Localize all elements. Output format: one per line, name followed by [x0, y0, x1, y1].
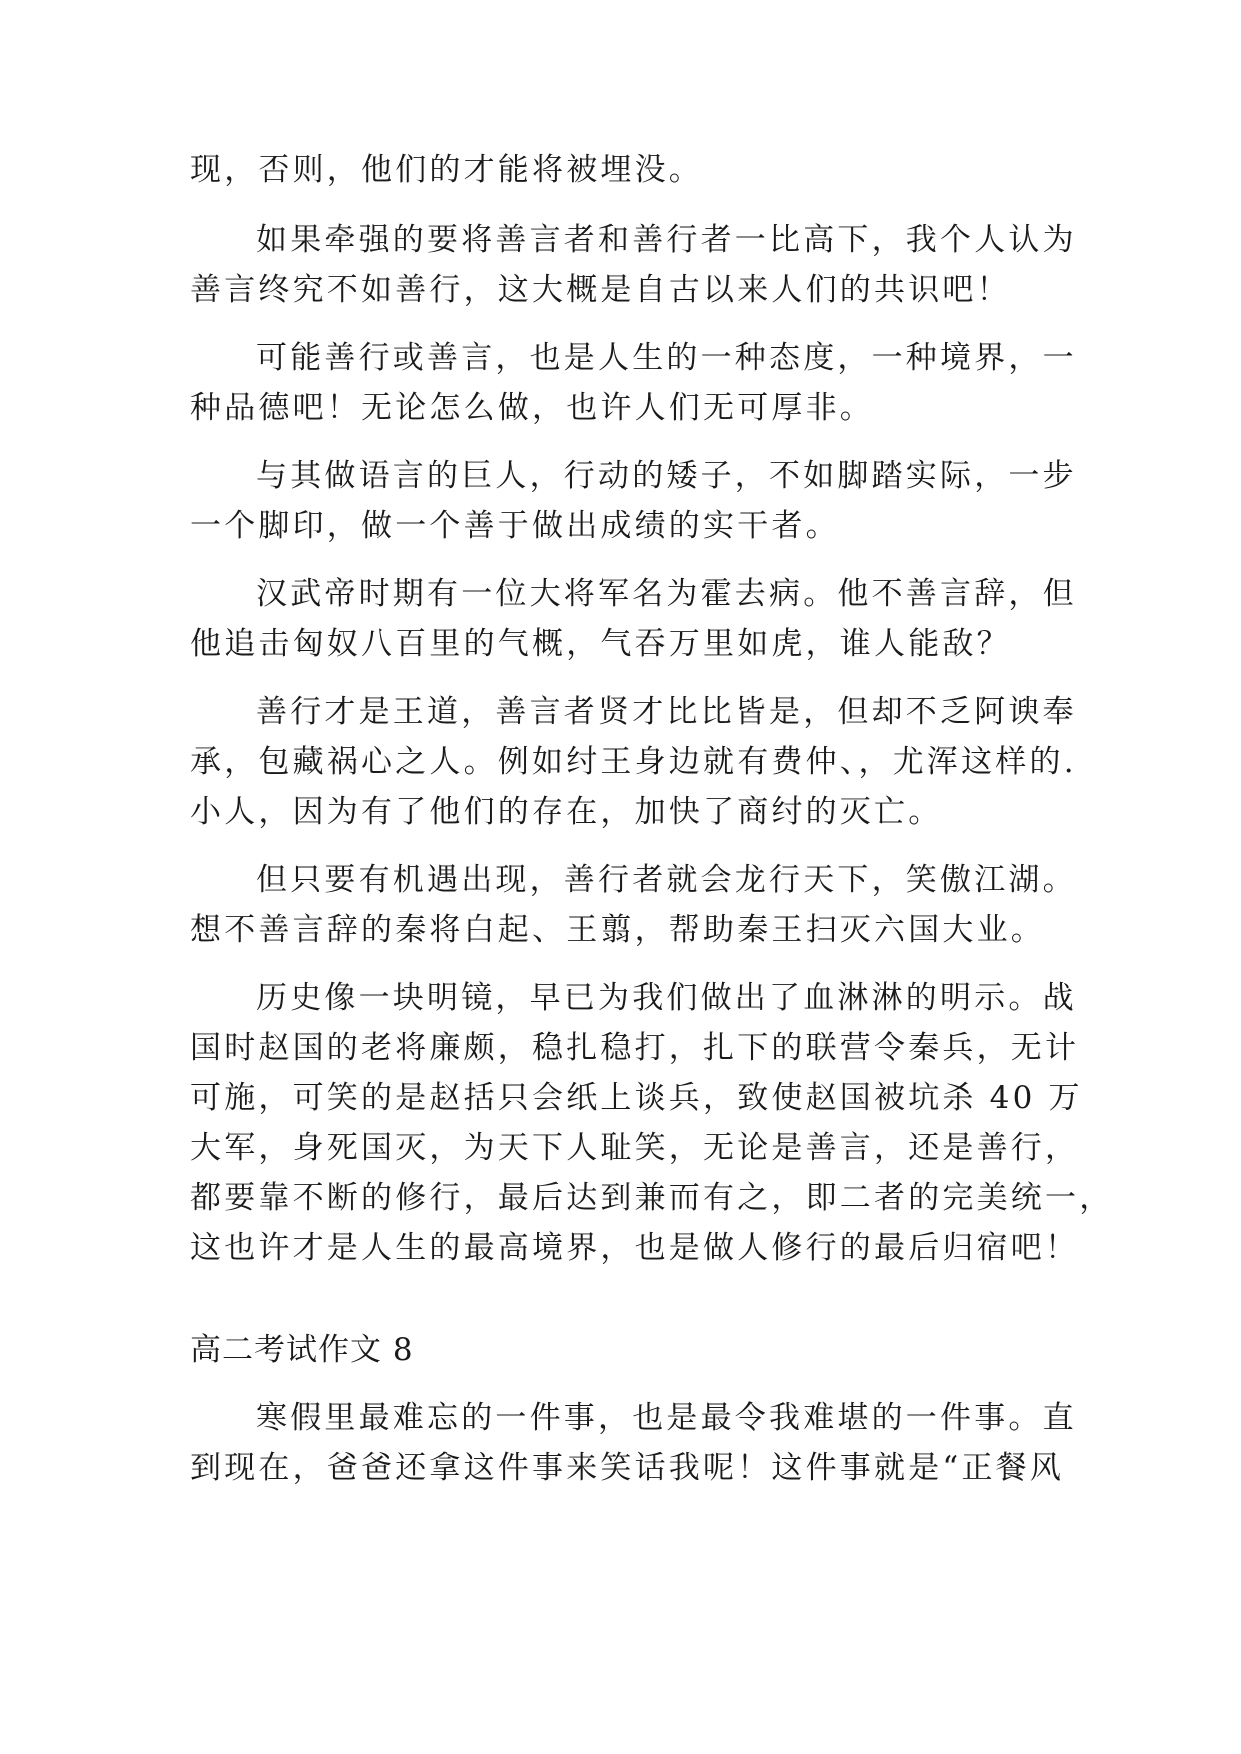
paragraph-first-line: 汉武帝时期有一位大将军名为霍去病。他不善言辞，但	[256, 576, 1077, 612]
paragraph-first-line: 可能善行或善言，也是人生的一种态度，一种境界，一	[256, 340, 1077, 376]
text-line: 一个脚印，做一个善于做出成绩的实干者。	[190, 508, 840, 544]
text-line: 国时赵国的老将廉颇，稳扎稳打，扎下的联营令秦兵，无计	[190, 1030, 1080, 1066]
text-line: 种品德吧！无论怎么做，也许人们无可厚非。	[190, 390, 874, 426]
text-line: 这也许才是人生的最高境界，也是做人修行的最后归宿吧！	[190, 1230, 1080, 1266]
paragraph-first-line: 善行才是王道，善言者贤才比比皆是，但却不乏阿谀奉	[256, 694, 1077, 730]
text-line: 可施，可笑的是赵括只会纸上谈兵，致使赵国被坑杀 40 万	[190, 1080, 1083, 1116]
paragraph-first-line: 寒假里最难忘的一件事，也是最令我难堪的一件事。直	[256, 1400, 1077, 1436]
text-line: 都要靠不断的修行，最后达到兼而有之，即二者的完美统一，	[190, 1180, 1114, 1216]
text-line: 善言终究不如善行，这大概是自古以来人们的共识吧！	[190, 272, 1011, 308]
text-line: 小人，因为有了他们的存在，加快了商纣的灭亡。	[190, 794, 943, 830]
section-heading: 高二考试作文 8	[190, 1332, 414, 1368]
paragraph-first-line: 历史像一块明镜，早已为我们做出了血淋淋的明示。战	[256, 980, 1077, 1016]
text-line: 现，否则，他们的才能将被埋没。	[190, 152, 703, 188]
text-line: 大军，身死国灭，为天下人耻笑，无论是善言，还是善行，	[190, 1130, 1080, 1166]
text-line: 承，包藏祸心之人。例如纣王身边就有费仲、，尤浑这样的.	[190, 744, 1077, 780]
text-line: 他追击匈奴八百里的气概，气吞万里如虎，谁人能敌？	[190, 626, 1011, 662]
paragraph-first-line: 但只要有机遇出现，善行者就会龙行天下，笑傲江湖。	[256, 862, 1077, 898]
paragraph-first-line: 如果牵强的要将善言者和善行者一比高下，我个人认为	[256, 222, 1077, 258]
text-line: 到现在，爸爸还拿这件事来笑话我呢！这件事就是“正餐风	[190, 1450, 1065, 1486]
paragraph-first-line: 与其做语言的巨人，行动的矮子，不如脚踏实际，一步	[256, 458, 1077, 494]
text-line: 想不善言辞的秦将白起、王翦，帮助秦王扫灭六国大业。	[190, 912, 1045, 948]
